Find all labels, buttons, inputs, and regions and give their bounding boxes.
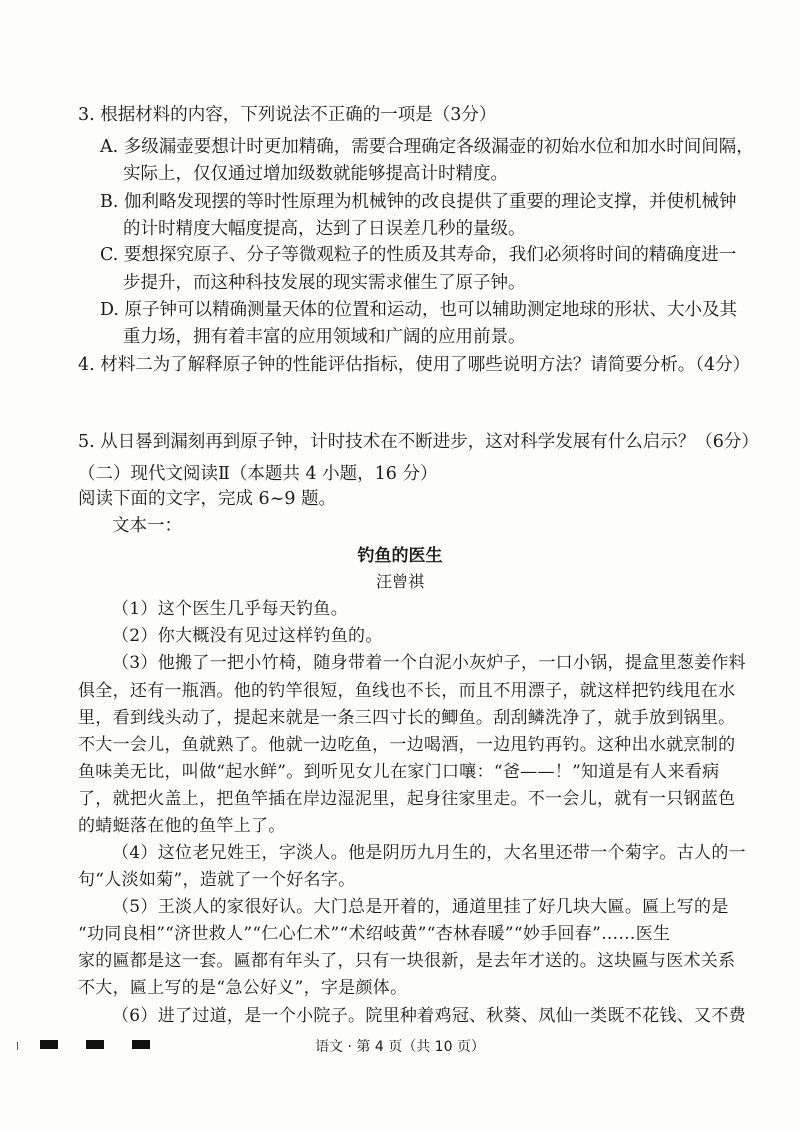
- question-3-stem: 3. 根据材料的内容，下列说法不正确的一项是（3分）: [78, 105, 497, 125]
- option-d-line-2: 重力场，拥有着丰富的应用领域和广阔的应用前景。: [123, 327, 526, 347]
- passage-author: 汪曾祺: [375, 572, 424, 591]
- option-b-line-2: 的计时精度大幅度提高，达到了日误差几秒的量级。: [123, 219, 526, 239]
- section-heading: （二）现代文阅读Ⅱ（本题共 4 小题，16 分）: [78, 464, 438, 484]
- paragraph-5-line-1: （5）王淡人的家很好认。大门总是开着的，通道里挂了好几块大匾。匾上写的是: [112, 897, 729, 917]
- paragraph-2: （2）你大概没有见过这样钓鱼的。: [112, 626, 383, 646]
- paragraph-3-line-2: 俱全，还有一瓶酒。他的钓竿很短，鱼线也不长，而且不用漂子，就这样把钓线甩在水: [78, 681, 736, 701]
- passage-title: 钓鱼的医生: [357, 546, 443, 566]
- question-4: 4. 材料二为了解释原子钟的性能评估指标，使用了哪些说明方法？请简要分析。（4分）: [78, 355, 751, 375]
- paragraph-5-line-2: “功同良相”“济世救人”“仁心仁术”“术绍岐黄”“杏林春暖”“妙手回春”……医生: [78, 924, 671, 944]
- paragraph-1: （1）这个医生几乎每天钓鱼。: [112, 599, 349, 619]
- paragraph-4-line-2: 句“人淡如菊”，造就了一个好名字。: [78, 870, 356, 890]
- page-footer: 语文 · 第 4 页（共 10 页）: [315, 1039, 485, 1055]
- question-5: 5. 从日晷到漏刻再到原子钟，计时技术在不断进步，这对科学发展有什么启示？（6分）: [78, 432, 759, 452]
- option-a-line-2: 实际上，仅仅通过增加级数就能够提高计时精度。: [123, 164, 508, 184]
- option-d-line-1: D. 原子钟可以精确测量天体的位置和运动，也可以辅助测定地球的形状、大小及其: [100, 300, 738, 320]
- paragraph-3-line-7: 的蜻蜓落在他的鱼竿上了。: [78, 816, 286, 836]
- paragraph-3-line-4: 不大一会儿，鱼就熟了。他就一边吃鱼，一边喝酒，一边甩钓再钓。这种出水就烹制的: [78, 735, 736, 755]
- option-c-line-2: 步提升，而这种科技发展的现实需求催生了原子钟。: [123, 273, 526, 293]
- paragraph-5-line-3: 家的匾都是这一套。匾都有年头了，只有一块很新，是去年才送的。这块匾与医术关系: [78, 951, 736, 971]
- option-a-line-1: A. 多级漏壶要想计时更加精确，需要合理确定各级漏壶的初始水位和加水时间间隔，: [100, 137, 754, 157]
- option-b-line-1: B. 伽利略发现摆的等时性原理为机械钟的改良提供了重要的理论支撑，并使机械钟: [100, 192, 737, 212]
- paragraph-3-line-3: 里，看到线头动了，提起来就是一条三四寸长的鲫鱼。刮刮鳞洗净了，就手放到锅里。: [78, 708, 736, 728]
- paragraph-3-line-5: 鱼味美无比，叫做“起水鲜”。到听见女儿在家门口嚷：“爸——！”知道是有人来看病: [78, 762, 720, 782]
- paragraph-4-line-1: （4）这位老兄姓王，字淡人。他是阴历九月生的，大名里还带一个菊字。古人的一: [112, 843, 746, 863]
- paragraph-6-line-1: （6）进了过道，是一个小院子。院里种着鸡冠、秋葵、凤仙一类既不花钱、又不费: [112, 1006, 746, 1026]
- section-instruction: 阅读下面的文字，完成 6~9 题。: [78, 489, 337, 509]
- option-c-line-1: C. 要想探究原子、分子等微观粒子的性质及其寿命，我们必须将时间的精确度进一: [100, 245, 737, 265]
- text-label: 文本一：: [112, 516, 182, 536]
- paragraph-3-line-1: （3）他搬了一把小竹椅，随身带着一个白泥小灰炉子，一口小锅，提盒里葱姜作料: [112, 653, 746, 673]
- paragraph-3-line-6: 了，就把火盖上，把鱼竿插在岸边湿泥里，起身往家里走。不一会儿，就有一只钢蓝色: [78, 789, 736, 809]
- paragraph-5-line-4: 不大，匾上写的是“急公好义”，字是颜体。: [78, 978, 408, 998]
